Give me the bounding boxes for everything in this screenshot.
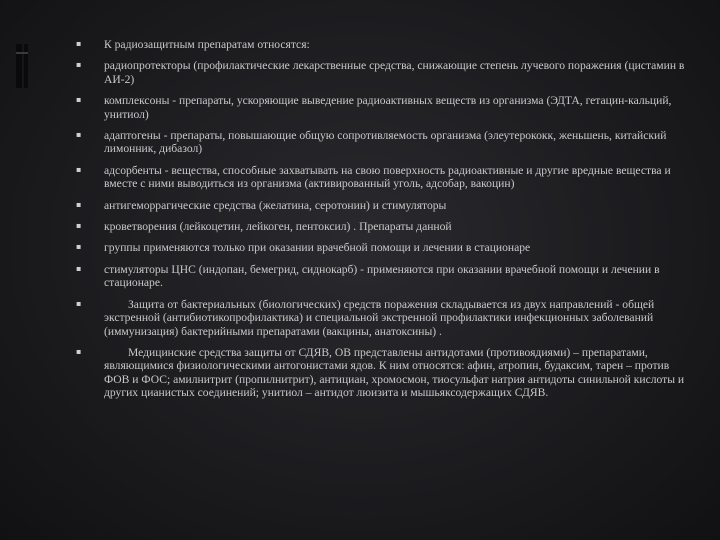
bullet-text: кроветворения (лейкоцетин, лейкоген, пентоксил) . Препараты данной — [104, 220, 452, 234]
bullet-item — [76, 220, 694, 233]
square-bullet-icon: ▪ — [76, 263, 82, 273]
square-bullet-icon: ▪ — [76, 60, 82, 70]
square-bullet-icon: ▪ — [76, 298, 82, 308]
square-bullet-icon: ▪ — [76, 199, 82, 209]
square-bullet-icon: ▪ — [76, 95, 82, 105]
bullet-item — [76, 346, 694, 400]
bullet-text: радиопротекторы (профилактические лекарственные средства, снижающие степень лучевого поражения (цистамин в АИ-2) — [104, 59, 685, 86]
bullet-item — [76, 263, 694, 290]
bullet-text: адаптогены - препараты, повышающие общую сопротивляемость организма (элеутерококк, женьшень, китайский лимонник, дибазол) — [104, 129, 667, 156]
bullet-item — [76, 241, 694, 254]
bullet-text: Медицинские средства защиты от СДЯВ, ОВ представлены антидотами (противоядиями) – препаратами, являющимися физиологическими антогонистами ядов. К ним относятся: афин, атропин, будаксим, тарен – против ФОВ и ФОС; амилнитрит (пропилнитрит), антициан, хромосмон, тиосульфат натрия антидоты синильной кислоты и других цианистых соединений; унитиол – антидот люизита и мышьяксодержащих СДЯВ. — [104, 345, 685, 400]
square-bullet-icon: ▪ — [76, 221, 82, 231]
bullet-item — [76, 164, 694, 191]
bullet-text: Защита от бактериальных (биологических) средств поражения складывается из двух направлений - общей экстренной (антибиотикопрофилактика) и специальной экстренной профилактики инфекционных заболеваний (иммунизация) бактерийными препаратами (вакцины, анатоксины) . — [104, 297, 655, 338]
bullet-item — [76, 298, 694, 338]
bullet-item — [76, 199, 694, 212]
square-bullet-icon: ▪ — [76, 130, 82, 140]
square-bullet-icon: ▪ — [76, 164, 82, 174]
bullet-text: адсорбенты - вещества, способные захватывать на свою поверхность радиоактивные и другие вредные вещества и вместе с ними выводиться из организма (активированный уголь, адсобар, вакоцин) — [104, 163, 671, 191]
bullet-text: группы применяются только при оказании врачебной помощи и лечении в стационаре — [104, 241, 531, 255]
square-bullet-icon: ▪ — [76, 39, 82, 48]
slide-content — [76, 38, 694, 520]
decorative-bar — [16, 52, 28, 54]
bullet-item — [76, 59, 694, 86]
bullet-text: стимуляторы ЦНС (индопан, бемегрид, сиднокарб) - применяются при оказании врачебной помощи и лечении в стационаре. — [104, 262, 660, 290]
decorative-bars — [16, 44, 30, 88]
bullet-text: К радиозащитным препаратам относятся: — [104, 38, 310, 51]
bullet-item — [76, 129, 694, 156]
square-bullet-icon: ▪ — [76, 242, 82, 252]
bullet-item — [76, 94, 694, 121]
bullet-text: антигеморрагические средства (желатина, серотонин) и стимуляторы — [104, 198, 447, 212]
square-bullet-icon: ▪ — [76, 346, 82, 356]
decorative-bar — [16, 44, 22, 88]
bullet-item — [76, 38, 694, 51]
decorative-bar — [24, 44, 28, 88]
bullet-text: комплексоны - препараты, ускоряющие выведение радиоактивных веществ из организма (ЭДТА, гетацин-кальций, унитиол) — [104, 94, 672, 121]
bullet-list — [76, 38, 694, 400]
